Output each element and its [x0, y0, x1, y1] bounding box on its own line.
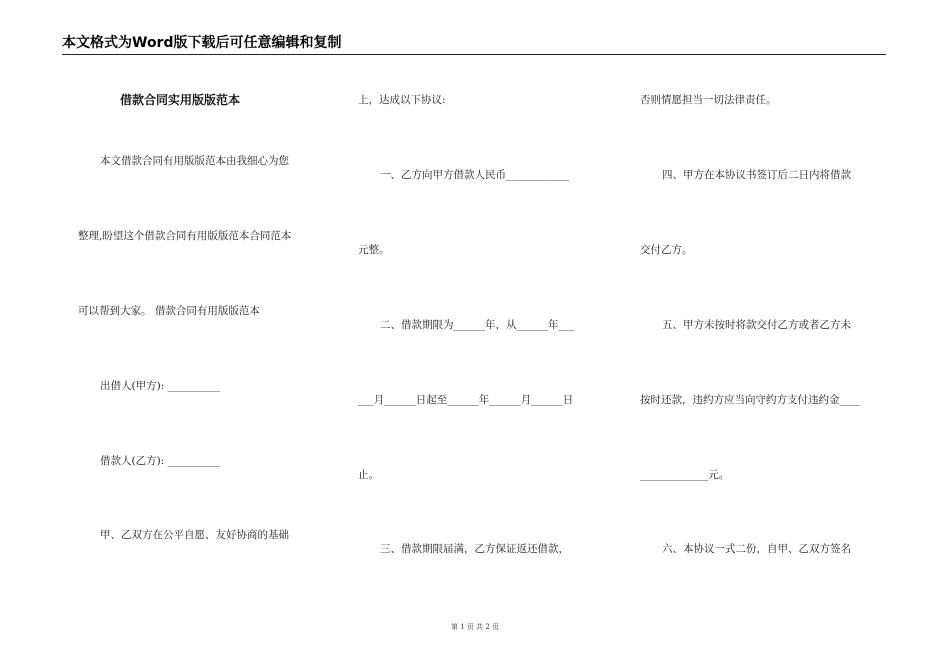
body-line: 否则情愿担当一切法律责任。: [640, 94, 777, 106]
body-line: _____________元。: [640, 469, 730, 481]
body-line: 本文借款合同有用版版范本由我细心为您: [100, 155, 289, 167]
page-number: 第 1 页 共 2 页: [450, 623, 500, 631]
body-line: 甲、乙双方在公平自愿、友好协商的基础: [100, 529, 289, 541]
document-title: 借款合同实用版版范本: [120, 93, 241, 107]
body-line: ___月______日起至______年______月______日: [358, 394, 574, 406]
clause-5-line: 五、甲方未按时将款交付乙方或者乙方未: [662, 319, 851, 331]
body-line: 整理,盼望这个借款合同有用版版范本合同范本: [78, 230, 292, 242]
body-line: 元整。: [358, 244, 390, 256]
body-line: 可以帮到大家。 借款合同有用版版范本: [78, 305, 260, 317]
body-line: 止。: [358, 469, 379, 481]
body-line: 按时还款，违约方应当向守约方支付违约金____: [640, 394, 861, 406]
body-line: 上，达成以下协议:: [358, 94, 446, 106]
clause-2-line: 二、借款期限为______年，从______年___: [380, 319, 575, 331]
clause-6-line: 六、本协议一式二份，自甲、乙双方签名: [662, 543, 851, 555]
header-note: 本文格式为Word版下载后可任意编辑和复制: [62, 35, 342, 51]
borrower-field-line: 借款人(乙方): __________: [100, 455, 221, 467]
body-line: 交付乙方。: [640, 244, 693, 256]
lender-field-line: 出借人(甲方): __________: [100, 380, 221, 392]
page-header: [62, 33, 886, 55]
clause-1-line: 一、乙方向甲方借款人民币____________: [380, 169, 569, 181]
clause-3-line: 三、借款期限届满，乙方保证返还借款，: [380, 543, 569, 555]
clause-4-line: 四、甲方在本协议书签订后二日内将借款: [662, 169, 851, 181]
